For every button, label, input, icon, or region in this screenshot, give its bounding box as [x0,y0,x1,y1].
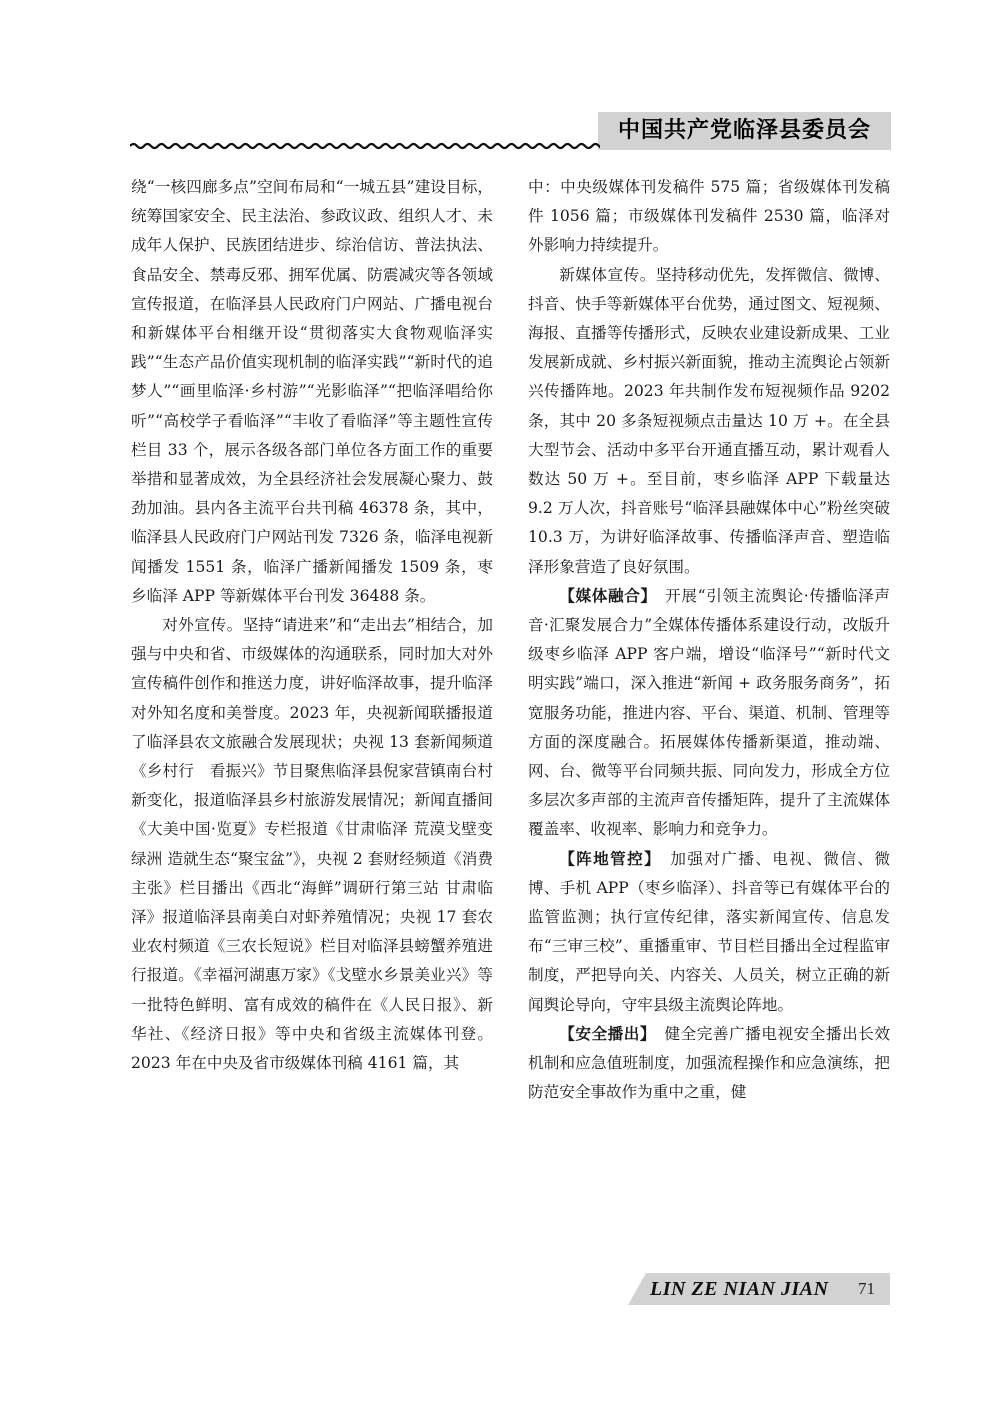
section-tag: 【媒体融合】 [559,586,649,605]
footer-journal-name: LIN ZE NIAN JIAN [650,1278,829,1300]
paragraph-text: 坚持“请进来”和“走出去”相结合，加强与中央和省、市级媒体的沟通联系，同时加大对外宣传稿件创作和推送力度，讲好临泽故事，提升临泽对外知名度和美誉度。2023 年，央视新闻联播报道了临泽县农文旅融合发展现状；央视 13 套新闻频道《乡村行 看振兴》节目聚焦临泽县倪家营镇南台村新变化，报道临泽县乡村旅游发展情况；新闻直播间《大美中国·览夏》专栏报道《甘肃临泽 荒漠戈壁变绿洲 造就生态“聚宝盆”》，央视 2 套财经频道《消费主张》栏目播出《西北“海鲜”调研行第三站 甘肃临泽》报道临泽县南美白对虾养殖情况；央视 17 套农业农村频道《三农长短说》栏目对临泽县螃蟹养殖进行报道。《幸福河湖惠万家》《戈壁水乡景美业兴》等一批特色鲜明、富有成效的稿件在《人民日报》、新华社、《经济日报》等中央和省级主流媒体刊登。2023 年在中央及省市级媒体刊稿 4161 篇，其 [131,616,493,1073]
left-column [131,173,493,1078]
paragraph [528,261,890,582]
paragraph-text: 加强对广播、电视、微信、微博、手机 APP（枣乡临泽）、抖音等已有媒体平台的监管监测；执行宣传纪律，落实新闻宣传、信息发布“三审三校”、重播重审、节目栏目播出全过程监审制度，严把导向关、内容关、人员关，树立正确的新闻舆论导向，守牢县级主流舆论阵地。 [528,849,890,1014]
paragraph-text: 健全完善广播电视安全播出长效机制和应急值班制度，加强流程操作和应急演练，把防范安全事故作为重中之重，健 [528,1024,890,1102]
section-tag: 【阵地管控】 [559,849,654,868]
paragraph [528,582,890,845]
paragraph [131,611,493,1078]
section-tag: 【安全播出】 [559,1024,649,1043]
paragraph [528,845,890,1020]
page-number: 71 [858,1279,875,1298]
paragraph: 绕“一核四廊多点”空间布局和“一城五县”建设目标，统筹国家安全、民主法治、参政议政、组织人才、未成年人保护、民族团结进步、综治信访、普法执法、食品安全、禁毒反邪、拥军优属、防震减灾等各领域宣传报道，在临泽县人民政府门户网站、广播电视台和新媒体平台相继开设“贯彻落实大食物观临泽实践”“生态产品价值实现机制的临泽实践”“新时代的追梦人”“画里临泽·乡村游”“光影临泽”“把临泽唱给你听”“高校学子看临泽”“丰收了看临泽”等主题性宣传栏目 33 个，展示各级各部门单位各方面工作的重要举措和显著成效，为全县经济社会发展凝心聚力、鼓劲加油。县内各主流平台共刊稿 46378 条，其中，临泽县人民政府门户网站刊发 7326 条，临泽电视新闻播发 1551 条，临泽广播新闻播发 1509 条，枣乡临泽 APP 等新媒体平台刊发 36488 条。 [131,178,493,605]
right-column [528,173,890,1108]
subheading: 对外宣传。 [162,616,243,635]
paragraph: 中：中央级媒体刊发稿件 575 篇；省级媒体刊发稿件 1056 篇；市级媒体刊发稿件 2530 篇，临泽对外影响力持续提升。 [528,178,890,255]
subheading: 新媒体宣传。 [559,265,656,284]
running-header-title: 中国共产党临泽县委员会 [617,118,871,143]
paragraph-text: 开展“引领主流舆论·传播临泽声音·汇聚发展合力”全媒体传播体系建设行动，改版升级枣乡临泽 APP 客户端，增设“临泽号”“新时代文明实践”端口，深入推进“新闻 + 政务服务商务”，拓宽服务功能，推进内容、平台、渠道、机制、管理等方面的深度融合。拓展媒体传播新渠道，推动端、网、台、微等平台同频共振、同向发力，形成全方位多层次多声部的主流声音传播矩阵，提升了主流媒体覆盖率、收视率、影响力和竞争力。 [528,586,890,839]
paragraph [528,1020,890,1108]
header-wavy-rule [130,141,600,151]
paragraph-text: 坚持移动优先，发挥微信、微博、抖音、快手等新媒体平台优势，通过图文、短视频、海报、直播等传播形式，反映农业建设新成果、工业发展新成就、乡村振兴新面貌，推动主流舆论占领新兴传播阵地。2023 年共制作发布短视频作品 9202 条，其中 20 多条短视频点击量达 10 万 +。在全县大型节会、活动中多平台开通直播互动，累计观看人数达 50 万 +。至目前，枣乡临泽 APP 下载量达 9.2 万人次，抖音账号“临泽县融媒体中心”粉丝突破 10.3 万，为讲好临泽故事、传播临泽声音、塑造临泽形象营造了良好氛围。 [528,265,890,576]
